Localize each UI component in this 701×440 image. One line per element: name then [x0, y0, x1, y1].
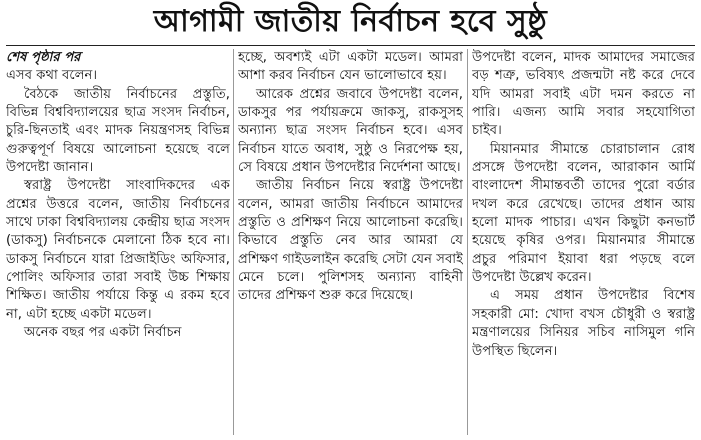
paragraph: আরেক প্রশ্নের জবাবে উপদেষ্টা বলেন, ডাকসুর পর পর্যায়ক্রমে জাকসু, রাকসুসহ অন্যান্য ছাত্র সংসদ নির্বাচন হবে। এসব নির্বাচন যাতে অবাধ, সুষ্ঠু ও নিরপেক্ষ হয়, সে বিষয়ে প্রধান উপদেষ্টার নির্দেশনা আছে। — [238, 86, 463, 176]
paragraph: জাতীয় নির্বাচন নিয়ে স্বরাষ্ট্র উপদেষ্টা বলেন, আমরা জাতীয় নির্বাচনে আমাদের প্রস্তুতি ও প্রশিক্ষণ নিয়ে আলোচনা করেছি। কিভাবে প্রস্তুতি নেব আর আমরা যে প্রশিক্ষণ গাইডলাইন করেছি সেটা যেন সবাই মেনে চলে। পুলিশসহ অন্যান্য বাহিনী তাদের প্রশিক্ষণ শুরু করে দিয়েছে। — [238, 178, 463, 304]
continuation-label: শেষ পৃষ্ঠার পর — [6, 50, 81, 65]
headline: আগামী জাতীয় নির্বাচন হবে সুষ্ঠু — [153, 3, 548, 39]
headline-divider — [6, 45, 695, 46]
column-divider — [467, 49, 468, 435]
paragraph: বৈঠকে জাতীয় নির্বাচনের প্রস্তুতি, বিভিন্ন বিশ্ববিদ্যালয়ের ছাত্র সংসদ নির্বাচন, চুরি-ছিনতাই এবং মাদক নিয়ন্ত্রণসহ বিভিন্ন গুরুত্বপূর্ণ বিষয়ে আলোচনা হয়েছে বলে উপদেষ্টা জানান। — [6, 86, 230, 176]
column-divider — [233, 49, 234, 435]
paragraph: এ সময় প্রধান উপদেষ্টার বিশেষ সহকারী মো: খোদা বখস চৌধুরী ও স্বরাষ্ট্র মন্ত্রণালয়ের সিনিয়র সচিব নাসিমুল গনি উপস্থিত ছিলেন। — [472, 288, 695, 359]
paragraph: এসব কথা বলেন। — [6, 68, 98, 84]
paragraph: হচ্ছে, অবশ্যই এটা একটা মডেল। আমরা আশা করব নির্বাচন যেন ভালোভাবে হয়। — [238, 50, 463, 84]
article-column-3 — [472, 49, 695, 435]
paragraph: উপদেষ্টা বলেন, মাদক আমাদের সমাজের বড় শত্রু, ভবিষ্যৎ প্রজন্মটা নষ্ট করে দেবে যদি আমরা সবাই এটা দমন করতে না পারি। এজন্য আমি সবার সহযোগিতা চাইব। — [472, 50, 695, 139]
article-column-1 — [6, 49, 230, 435]
paragraph: অনেক বছর পর একটা নির্বাচন — [24, 325, 182, 341]
paragraph: মিয়ানমার সীমান্তে চোরাচালান রোধ প্রসঙ্গে উপদেষ্টা বলেন, আরাকান আর্মি বাংলাদেশ সীমান্তবর্তী তাদের পুরো বর্ডার দখল করে রেখেছে। তাদের প্রধান আয় হলো মাদক পাচার। এখন কিছুটা কনভার্ট হয়েছে কৃষির ওপর। মিয়ানমার সীমান্তে প্রচুর পরিমাণ ইয়াবা ধরা পড়ছে বলে উপদেষ্টা উল্লেখ করেন। — [472, 141, 695, 286]
article-column-2 — [238, 49, 463, 435]
paragraph: স্বরাষ্ট্র উপদেষ্টা সাংবাদিকদের এক প্রশ্নের উত্তরে বলেন, জাতীয় নির্বাচনের সাথে ঢাকা বিশ্ববিদ্যালয় কেন্দ্রীয় ছাত্র সংসদ (ডাকসু) নির্বাচনকে মেলানো ঠিক হবে না। ডাকসু নির্বাচনে যারা প্রিজাইডিং অফিসার, পোলিং অফিসার তারা সবাই উচ্চ শিক্ষায় শিক্ষিত। জাতীয় পর্যায়ে কিন্তু এ রকম হবে না, এটা হচ্ছে একটা মডেল। — [6, 178, 230, 322]
